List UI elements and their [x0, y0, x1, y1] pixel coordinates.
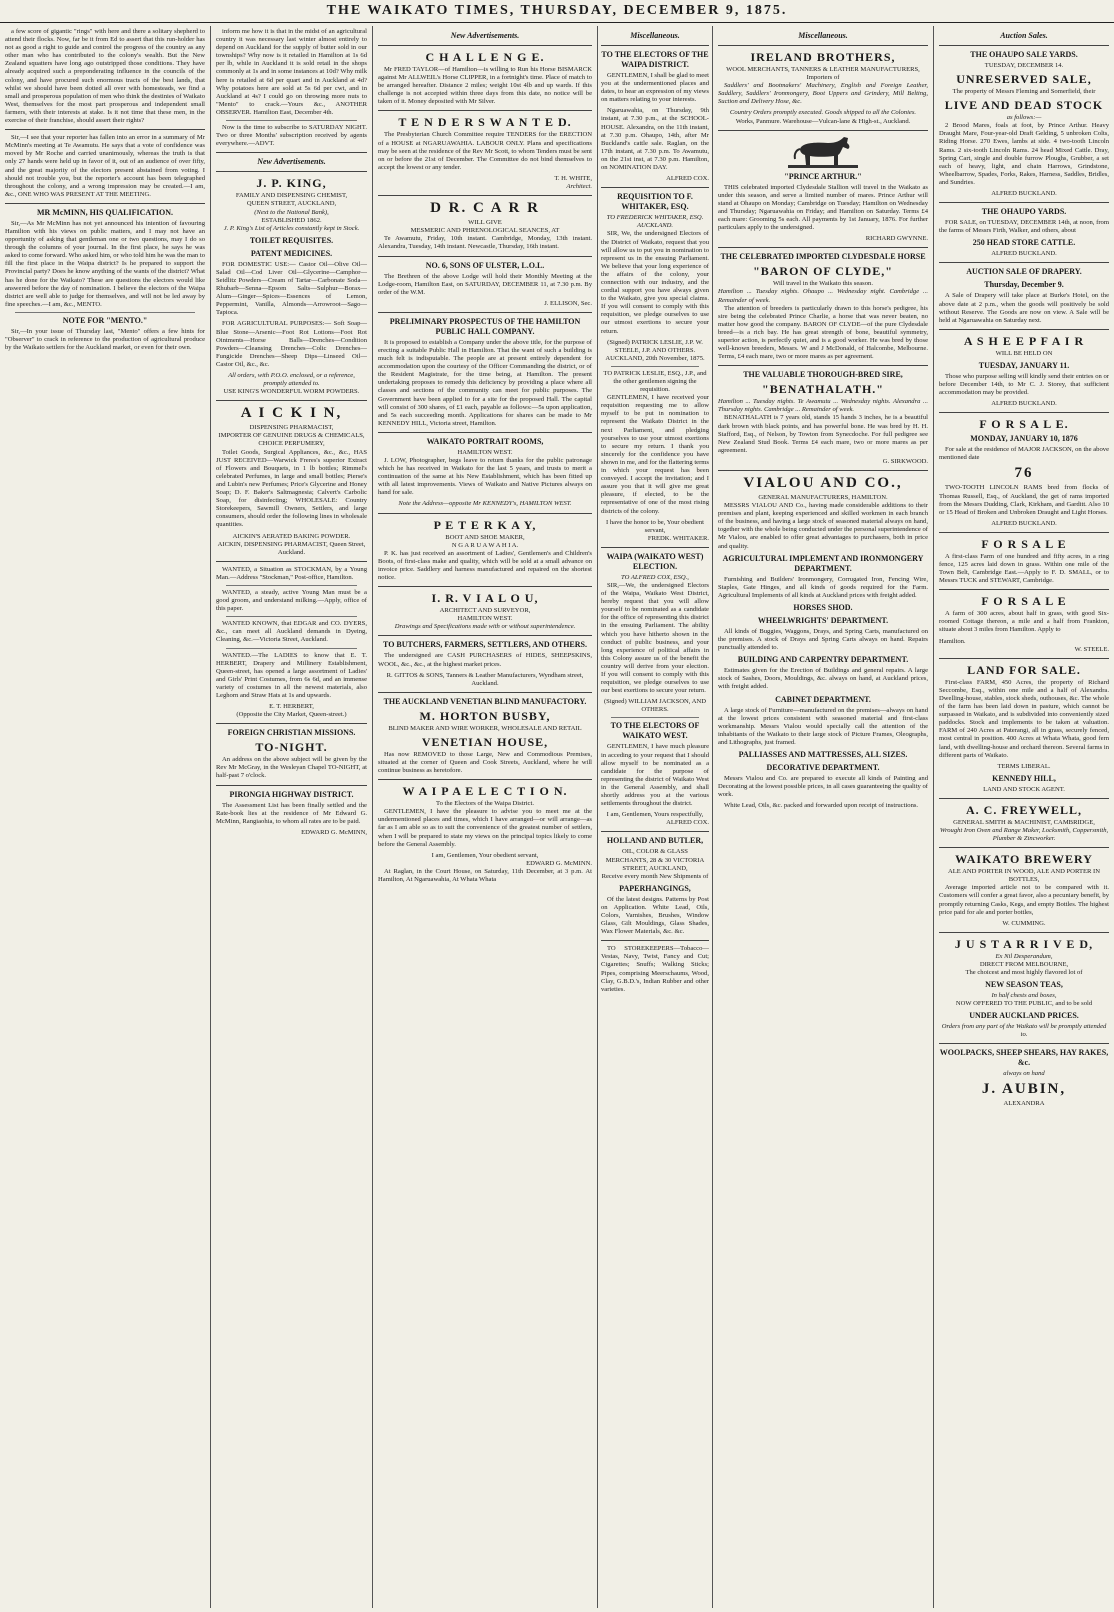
- ad-signature: R. GITTOS & SONS, Tanners & Leather Manufacturers, Wyndham street, Auckland.: [386, 671, 584, 687]
- ad-closing: I am, Gentlemen, Your obedient servant,: [431, 851, 539, 859]
- section-heading: Auction Sales.: [1000, 31, 1048, 40]
- article-text: a few score of gigantic "rings" with here and there a solitary shepherd to attend their flocks. Now, far be it from Ed to assert that this run-holder has not as good a right to guide and control the progress of the country as any other man who has contributed to the colony's wealth. But the New Zealand squatters have long ago outstripped those conditions. They have already acquired such a preponderating influence in the councils of the colony, and have procured such enormous tracts of the best lands, that whilst we should have been dotted all over with homesteads, we find a small and prosperous population of men who think the destinies of Waikato West, themselves for the most part prosperous and independent small farmers, with their interests at stake. Is it not time that these men, in the exercise of their franchise, should assert their rights?: [5, 28, 205, 125]
- ad-text: Those who purpose selling will kindly send their entries on or before December 14th, to Mr C. J. Storey, that sufficient accommodation may be provided.: [939, 372, 1109, 397]
- ad-heading: REQUISITION TO F. WHITAKER, ESQ.: [617, 192, 693, 212]
- divider: [939, 532, 1109, 533]
- ad-text: The property of Messrs Fleming and Somerfield, their: [952, 88, 1096, 96]
- ad-title: TO-NIGHT.: [255, 740, 328, 755]
- ad-title: D R. C A R R: [430, 200, 540, 217]
- ad-subtitle: LAND AND STOCK AGENT.: [983, 785, 1065, 793]
- ad-location: Hamilton.: [939, 637, 966, 645]
- classified-ad: WANTED, a steady, active Young Man must be a good groom, and understand milking.—Apply, office of this paper.: [216, 588, 367, 613]
- ad-title: I. R. V I A L O U,: [431, 591, 539, 606]
- ad-title: M. HORTON BUSBY,: [419, 708, 551, 723]
- ad-heading: WAIPA (WAIKATO WEST) ELECTION.: [606, 551, 704, 571]
- divider: [378, 779, 592, 780]
- ad-text: Saddlers' and Bootmakers' Machinery, English and Foreign Leather, Saddlery, Saddlers' Ironmongery, Boot Uppers and Grindery, Mill Belting, Suction and Delivery Hose, &c.: [718, 82, 928, 106]
- ad-heading: WAIKATO PORTRAIT ROOMS,: [426, 436, 544, 446]
- ad-text: DIRECT FROM MELBOURNE,: [979, 960, 1069, 968]
- ad-subtitle: IMPORTER OF GENUINE DRUGS & CHEMICALS, CHOICE PERFUMERY,: [218, 432, 365, 448]
- ad-title: F O R S A L E: [981, 536, 1067, 551]
- divider: [601, 45, 709, 46]
- ad-subtitle: GENERAL MANUFACTURERS, HAMILTON.: [758, 494, 888, 501]
- ad-text: An address on the above subject will be given by the Rev Mr McGray, in the Wesleyan Chapel TO-NIGHT, at half-past 7 o'clock.: [216, 756, 367, 780]
- ad-signature: ALFRED BUCKLAND.: [991, 519, 1057, 527]
- divider: [939, 329, 1109, 330]
- ad-heading: HORSES SHOD.: [793, 602, 853, 612]
- ad-title: LIVE AND DEAD STOCK: [944, 98, 1104, 113]
- ad-title: LAND FOR SALE.: [967, 662, 1081, 677]
- column-6: [933, 26, 1114, 1608]
- ad-heading: PALLIASSES AND MATTRESSES, ALL SIZES.: [738, 749, 908, 759]
- ad-text: A Sale of Drapery will take place at Burke's Hotel, on the above date at 2 p.m., when the goods will positively be sold without Reserve. The Goods are now on view. A Sale will be held at Ngaruawahia on Saturday next.: [939, 292, 1109, 324]
- ad-text: Of the latest designs. Patterns by Post on Application. White Lead, Oils, Colors, Varnishes, Brushes, Window Glass, Gilt Mouldings, Glass Shades, Wax Flower Materials, &c. &c.: [601, 895, 709, 936]
- ad-signature: J. ELLISON, Sec.: [544, 299, 592, 307]
- ad-title: C H A L L E N G E.: [425, 50, 545, 64]
- ad-text: Estimates given for the Erection of Buildings and general repairs. A large stock of Sashes, Doors, Mouldings, &c. always on hand, at Auckland prices, with freight added.: [718, 667, 928, 691]
- ad-signature: EDWARD G. McMINN.: [526, 859, 592, 867]
- ad-text: Wrought Iron Oven and Range Maker, Locksmith, Coppersmith, Plumber & Zincworker.: [939, 826, 1109, 843]
- section-heading: Miscellaneous.: [798, 31, 848, 40]
- ad-heading: BUILDING AND CARPENTRY DEPARTMENT.: [737, 655, 909, 665]
- ad-title: T E N D E R S W A N T E D.: [398, 115, 572, 130]
- divider: [378, 513, 592, 514]
- ad-date: TUESDAY, JANUARY 11.: [978, 360, 1070, 370]
- ad-signature: RICHARD GWYNNE.: [865, 235, 928, 243]
- ad-subtitle: N G A R U A W A H I A.: [451, 541, 519, 549]
- ad-signature: KENNEDY HILL,: [992, 773, 1056, 783]
- divider: [378, 110, 592, 111]
- ad-heading: 250 HEAD STORE CATTLE.: [972, 238, 1076, 248]
- ad-subtitle: ALE AND PORTER IN WOOD, ALE AND PORTER IN BOTTLES,: [947, 868, 1101, 884]
- ad-schedule: Hamilton ... Tuesday nights. Te Awamutu ... Wednesday nights. Alexandra ... Thursday nights. Cambridge ... Remainder of week.: [718, 398, 928, 414]
- ad-heading: FOREIGN CHRISTIAN MISSIONS.: [227, 728, 356, 738]
- ad-subtitle: TO ALFRED COX, ESQ.,: [621, 573, 689, 581]
- ad-title: A S H E E P F A I R: [963, 333, 1085, 348]
- ad-subtitle: WOOL MERCHANTS, TANNERS & LEATHER MANUFACTURERS, Importers of: [726, 66, 920, 82]
- divider: [216, 723, 367, 724]
- ad-address: (Next to the National Bank),: [254, 208, 329, 216]
- ad-text: WILL BE HELD ON: [995, 349, 1053, 357]
- ad-text: 2 Brood Mares, foals at foot, by Prince Arthur. Heavy Draught Mare, Four-year-old Draft Gelding, 5 unbroken Colts, Riding Horse. 270 Ewes, lambs at side. 4 two-tooth Lincoln Rams. 2 six-tooth Lincoln Rams. 24 head Mixed Cattle. Dray, Spring Cart, single and double furrow Ploughs, Grubber, a set each of heavy, light, and chain Harrows, Grindstone, Wheelbarrow, Spades, Forks, Rakes, Harness, Saddles, Bridles, and Sundries.: [939, 122, 1109, 186]
- ad-title: "BENATHALATH.": [762, 382, 884, 397]
- divider: [378, 45, 592, 46]
- letter-text: Sir,—As Mr McMinn has not yet announced his intention of favouring Hamilton with his views on public matters, and I may not have an opportunity of asking that gentleman one or two questions, may I do so through the columns of your journal. In the first place, he says he was asked to come forward. Who asked him, or who told him he was the man to fill the first place in the Waipa district? Is he prepared to support the Provincial party? Does he know anything of the wants of the district? What has he done for the Waikato? These are questions the electors would like answered before the day of nomination. I believe the electors of the Waipa district are well able to judge for themselves, and will not be led away by fine speeches.—I am, &c., MENTO.: [5, 219, 205, 308]
- ad-address: (Opposite the City Market, Queen-street.): [236, 711, 347, 719]
- ad-text: For sale at the residence of MAJOR JACKSON, on the above mentioned date: [939, 446, 1109, 462]
- ad-subtitle: GENERAL SMITH & MACHINIST, CAMBRIDGE,: [953, 818, 1095, 826]
- ad-closing: I am, Gentlemen, Yours respectfully,: [606, 811, 704, 819]
- ad-heading: THE OHAUPO YARDS.: [981, 207, 1067, 217]
- ad-title: IRELAND BROTHERS,: [750, 50, 896, 64]
- ad-text: THIS celebrated imported Clydesdale Stallion will travel in the Waikato as under this season, and serve a limited number of mares. Prince Arthur will stand at Ohaupo on Monday; Cambridge on Tuesday; Hamilton on Wednesday and Thursday; Ngaruawahia on Friday; and Hamilton on Saturday. Terms £4 each mare: Grooming 5s each. All payments by 1st January, 1876. For further particulars apply to the undersigned.: [718, 183, 928, 232]
- ad-text: FOR SALE, on TUESDAY, DECEMBER 14th, at noon, from the farms of Messrs Firth, Walker, and others, about: [939, 219, 1109, 235]
- ad-signature: T. H. WHITE,: [554, 174, 592, 182]
- ad-heading: DECORATIVE DEPARTMENT.: [766, 762, 880, 772]
- ad-text: SIR, We, the undersigned Electors of the District of Waikato, request that you will allow us to put you in nomination to represent us in the ensuing Parliament. We believe that your long experience of the affairs of the colony, your connection with our industry, and the cordial support you have always given to the Waikato, give you special claims. If you will consent to comply with this requisition, we pledge ourselves to use our utmost exertions to secure your return.: [601, 230, 709, 335]
- ad-established: ESTABLISHED 1862.: [261, 216, 322, 224]
- ad-text: Messrs Vialou and Co. are prepared to execute all kinds of Painting and Decorating at the lowest possible prices, in all cases guaranteeing the quality of work.: [718, 774, 928, 799]
- column-2: [210, 26, 372, 1608]
- divider: [5, 129, 205, 130]
- divider: [718, 130, 928, 131]
- ad-text: White Lead, Oils, &c. packed and forwarded upon receipt of instructions.: [724, 802, 919, 810]
- divider: [5, 203, 205, 204]
- divider: [378, 635, 592, 636]
- ad-text: J. LOW, Photographer, begs leave to return thanks for the public patronage which he has received in Waikato for the last 5 years, and trusts to merit a continuation of the same at his New Establishment, which has been fitted up with all latest improvements. Views of Waikato and Native Pictures always on hand for sale.: [378, 457, 592, 497]
- article-heading: NOTE FOR "MENTO.": [62, 315, 148, 325]
- ad-title: F O R S A L E.: [979, 417, 1069, 432]
- ad-address: QUEEN STREET, AUCKLAND,: [246, 200, 337, 208]
- ad-text: MESSRS VIALOU AND Co., having made considerable additions to their premises and plant, keeping experienced and skilled workmen in each branch of the business, and having a large stock of seasoned material always on hand, together with the whole being conducted under the personal superintendence of Mr Vialou, are enabled to offer great advantages to purchasers, both in price and quality.: [718, 502, 928, 550]
- ad-text: P. K. has just received an assortment of Ladies', Gentlemen's and Children's Boots, of first-class make and quality, which will be sold at a small advance on invoice price. Saddlery and harness manufactured and repaired on the shortest notice.: [378, 549, 592, 582]
- ad-subtitle: HAMILTON WEST.: [457, 448, 513, 456]
- ad-text: NOW OFFERED TO THE PUBLIC, and to be sold: [955, 1000, 1093, 1008]
- ad-signature: ALFRED COX.: [666, 819, 709, 827]
- ad-text: Note the Address—opposite Mr KENNEDY's, HAMILTON WEST.: [398, 500, 572, 508]
- ad-text: Has now REMOVED to those Large, New and Commodious Premises, situated at the corner of Queen and Cook Streets, Auckland, where he will continue business as heretofore.: [378, 750, 592, 775]
- column-3: [372, 26, 597, 1608]
- ad-subtitle: MESMERIC AND PHRENOLOGICAL SEANCES, AT: [410, 227, 560, 235]
- divider: [939, 1043, 1109, 1044]
- ad-title: W A I P A E L E C T I O N.: [402, 784, 568, 799]
- ad-text: TO STOREKEEPERS—Tobacco—Vestas, Navy, Twist, Fancy and Cut; Cigarettes; Snuffs; Walking Sticks; Pipes, comprising Meerschaums, Wood, Clay, G.B.D.'s, Indian Rubber and other varieties.: [601, 945, 709, 993]
- ad-subtitle: TO FREDERICK WHITAKER, ESQ. AUCKLAND.: [606, 214, 704, 230]
- divider: [226, 585, 357, 586]
- ad-text: The Assessment List has been finally settled and the Rate-book lies at the residence of Mr Edward G. McMinn, Rangiaohia, to whom all rates are to be paid.: [216, 801, 367, 825]
- notice-text: Now is the time to subscribe to SATURDAY NIGHT. Two or three Months' subscription received by agents everywhere.—ADVT.: [216, 124, 367, 148]
- ad-text: Average imported article not to be compared with it. Customers will confer a great favor, also a pecuniary benefit, by promptly returning Casks, Kegs, and empty Bottles. The highest price paid for ale and porter bottles,: [939, 884, 1109, 916]
- divider: [939, 932, 1109, 933]
- ad-date: MONDAY, JANUARY 10, 1876: [970, 434, 1078, 444]
- divider: [216, 152, 367, 153]
- divider: [939, 847, 1109, 848]
- ad-signature: FREDK. WHITAKER.: [647, 534, 709, 542]
- ad-text: SIR,—We, the undersigned Electors of the Waipa, Waikato West District, hereby request that you will allow yourself to be nominated as a candidate for the office of representing this district in the ensuing Parliament. The ability which you have hitherto shown in the conduct of public business, and your long experience of political affairs in this Colony assure us of the benefit the country will derive from your election. If you will consent to comply with this requisition, we pledge ourselves to use our best exertions to secure your return.: [601, 581, 709, 695]
- ad-text: as follows:—: [1006, 114, 1042, 122]
- ad-title: F O R S A L E: [981, 594, 1067, 609]
- divider: [378, 312, 592, 313]
- divider: [216, 561, 367, 562]
- ad-text: The choicest and most highly flavored lot of: [965, 969, 1083, 976]
- ad-subtitle: Will travel in the Waikato this season.: [773, 280, 873, 288]
- classified-ad: WANTED, a Situation as STOCKMAN, by a Young Man.—Address "Stockman," Post-office, Hamilton.: [216, 565, 367, 581]
- ad-title: VENETIAN HOUSE,: [421, 734, 549, 749]
- divider: [939, 262, 1109, 263]
- ad-title: J U S T A R R I V E D,: [954, 936, 1094, 951]
- ad-text: Receive every month New Shipments of: [601, 872, 709, 880]
- ad-text: A farm of 300 acres, about half in grass, with good Six-roomed Cottage thereon, a mile and a half from Frankton, situate about 3 miles from Hamilton. Apply to: [939, 610, 1109, 634]
- divider: [601, 831, 709, 832]
- ad-signature: E. T. HERBERT,: [269, 703, 314, 711]
- ad-text: GENTLEMEN, I shall be glad to meet you at the undermentioned places and dates, to hear an expression of my views on matters relating to your interests.: [601, 72, 709, 104]
- section-heading: New Advertisements.: [450, 31, 520, 40]
- columns: [0, 26, 1114, 1608]
- divider: [601, 940, 709, 941]
- ad-text: Te Awamutu, Friday, 10th instant. Cambridge, Monday, 13th instant. Alexandra, Tuesday, 14th instant. Newcastle, Thursday, 16th instant.: [378, 235, 592, 251]
- ad-text: Ex Nil Desperandum,: [995, 952, 1053, 960]
- ad-number: 76: [1014, 465, 1034, 482]
- article-heading: MR McMINN, HIS QUALIFICATION.: [36, 207, 174, 217]
- ad-signature: G. SIRKWOOD.: [882, 457, 928, 465]
- divider: [939, 589, 1109, 590]
- divider: [378, 432, 592, 433]
- ad-text: Country Orders promptly executed. Goods shipped to all the Colonies.: [729, 109, 917, 117]
- ad-heading: THE OHAUPO SALE YARDS.: [970, 50, 1078, 59]
- ad-subtitle: DISPENSING PHARMACIST,: [249, 424, 334, 432]
- ad-date: TUESDAY, DECEMBER 14.: [984, 62, 1064, 69]
- letter-text: Sir,—I see that your reporter has fallen into an error in a summary of Mr McMinn's meeting at Te Awamutu. He says that a vote of confidence was moved by Mr Roche and carried unanimously, whereas the truth is that only 27 hands were held up in favor of it, out of an audience of over fifty, and the great majority of the electors present abstained from voting. I should not trouble you, but the reporter's account has been telegraphed throughout the colony, and a wrong impression may be created.—I am, &c., ONE WHO WAS PRESENT AT THE MEETING.: [5, 134, 205, 198]
- ad-subtitle: To the Electors of the Waipa District.: [436, 800, 534, 808]
- divider: [378, 195, 592, 196]
- ad-heading: TO THE ELECTORS OF WAIKATO WEST.: [610, 721, 700, 741]
- ad-title: J. AUBIN,: [981, 1080, 1067, 1097]
- divider: [611, 717, 699, 718]
- divider: [226, 120, 357, 121]
- ad-title: "BARON OF CLYDE,": [753, 264, 893, 279]
- ad-subtitle: BLIND MAKER AND WIRE WORKER, WHOLESALE AND RETAIL: [388, 724, 582, 732]
- ad-text: GENTLEMEN, I have much pleasure in acceding to your request that I should allow myself to be nominated as a candidate for the purpose of representing the district of Waikato West in the General Assembly, and shall shortly address you at the various settlements throughout the district.: [601, 743, 709, 808]
- ad-text: At Raglan, in the Court House, on Saturday, 11th December, at 3 p.m. At Hamilton, At Ngaruawahia, At Whata Whata: [378, 867, 592, 883]
- ad-address: Works, Panmure. Warehouse—Vulcan-lane & High-st., Auckland.: [735, 117, 911, 125]
- ad-title: UNRESERVED SALE,: [956, 72, 1092, 87]
- ad-address: AICKIN, DISPENSING PHARMACIST, Queen Street, Auckland.: [217, 540, 366, 556]
- ad-title: A I C K I N,: [240, 405, 343, 422]
- ad-heading: TO THE ELECTORS OF THE WAIPA DISTRICT.: [601, 50, 709, 69]
- ad-text: Drawings and Specifications made with or without superintendence.: [394, 623, 576, 631]
- ad-text: The Brethren of the above Lodge will hold their Monthly Meeting at the Lodge-room, Hamilton East, on SATURDAY, DECEMBER 11, at 7.30 p.m. By order of the W.M.: [378, 272, 592, 296]
- ad-heading: AUCTION SALE OF DRAPERY.: [966, 267, 1082, 277]
- ad-text: BENATHALATH is 7 years old, stands 15 hands 3 inches, he is a beautiful dark brown with black points, and has powerful bone. He was bred by H. H. Stafford, Esq., of Nelson, by Towton from Synecdoche. For full pedigree see New Zealand Stud Book. Terms £4 each mare, two or more mares as per agreement.: [718, 414, 928, 454]
- ad-heading: PRELIMINARY PROSPECTUS OF THE HAMILTON PUBLIC HALL COMPANY.: [389, 316, 581, 336]
- divider: [939, 658, 1109, 659]
- divider: [226, 616, 357, 617]
- ad-text: always on hand: [1003, 1070, 1045, 1078]
- ad-text: TWO-TOOTH LINCOLN RAMS bred from flocks of Thomas Russell, Esq., of Auckland, the get of rams imported from the Messrs Dudding, Clark, Kirkham, and Garditt. Also 10 or 15 Head of Broken and Unbroken Draught and Light Horses.: [939, 484, 1109, 516]
- ad-subtitle: FAMILY AND DISPENSING CHEMIST,: [235, 192, 348, 200]
- ad-heading: TO BUTCHERS, FARMERS, SETTLERS, AND OTHERS.: [383, 640, 587, 650]
- ad-heading: CABINET DEPARTMENT.: [775, 694, 871, 704]
- ad-heading: AICKIN'S AERATED BAKING POWDER.: [232, 532, 351, 540]
- ad-signature: W. CUMMING.: [1002, 919, 1046, 927]
- ad-date: Thursday, December 9.: [984, 280, 1064, 290]
- column-5: [712, 26, 933, 1608]
- ad-subtitle: HAMILTON WEST.: [457, 615, 513, 623]
- divider: [378, 692, 592, 693]
- classified-ad: WANTED KNOWN, that EDGAR and CO. DYERS, &c., can meet all Auckland demands in Dyeing, Cleaning, &c.—Victoria Street, Auckland.: [216, 620, 367, 644]
- ad-text: J. P. King's List of Articles constantly kept in Stock.: [223, 224, 360, 232]
- divider: [939, 45, 1109, 46]
- divider: [611, 366, 699, 367]
- section-heading: New Advertisements.: [257, 157, 326, 167]
- divider: [718, 365, 928, 366]
- ad-heading: PIRONGIA HIGHWAY DISTRICT.: [229, 789, 354, 799]
- ad-subtitle: OIL, COLOR & GLASS MERCHANTS, 28 & 30 VICTORIA STREET, AUCKLAND,: [605, 848, 705, 872]
- column-4: [597, 26, 712, 1608]
- ad-title: P E T E R K A Y,: [433, 517, 537, 532]
- divider: [601, 187, 709, 188]
- divider: [378, 586, 592, 587]
- divider: [226, 648, 357, 649]
- ad-signature: W. STEELE.: [1074, 645, 1109, 653]
- divider: [718, 247, 928, 248]
- ad-text: A first-class Farm of one hundred and fifty acres, in a ring fence, 125 acres laid down in grass. Within one mile of the Town Belt, Cambridge East.—Apply to F. D. SMALL, or to Messrs TUCK and STEWART, Cambridge.: [939, 552, 1109, 585]
- ad-text: TERMS LIBERAL.: [997, 762, 1051, 770]
- ad-subtitle: TO PATRICK LESLIE, ESQ., J.P., and the other gentlemen signing the requisition.: [603, 369, 707, 394]
- section-heading: Miscellaneous.: [630, 31, 680, 40]
- divider: [216, 171, 367, 172]
- ad-text: All orders, with P.O.O. enclosed, or a reference, promptly attended to.: [228, 372, 355, 388]
- letter-text: Sir,—In your issue of Thursday last, "Mento" offers a few hints for "Observer" to crack in reference to the production of agricultural produce by the Waikato settlers for the Auckland market, or even for their own.: [5, 327, 205, 352]
- ad-schedule: Hamilton ... Tuesday nights. Ohaupo ... Wednesday night. Cambridge ... Remainder of week.: [718, 288, 928, 304]
- ad-text: The Presbyterian Church Committee require TENDERS for the ERECTION of a HOUSE at NGARUAWAHIA. LABOUR ONLY. Plans and specifications may be seen at the residence of the Rev Mr Scott, to whom Tenders must be sent on or before the 21st of December. The Committee do not bind themselves to accept the lowest or any tender.: [378, 131, 592, 171]
- ad-text: USE KING'S WONDERFUL WORM POWDERS.: [223, 388, 360, 396]
- classified-ad: WANTED.—The LADIES to know that E. T. HERBERT, Drapery and Millinery Establishment, Queen-street, has opened a large assortment of Ladies' and Girls' Print Costumes, from 6s 6d, and an immense variety of costumes in all the newest materials, also Leghorn and Straw Hats at 1s and upwards.: [216, 651, 367, 699]
- ad-text: Toilet Goods, Surgical Appliances, &c., &c., HAS JUST RECEIVED—Warwick Freres's superior Extract of Flowers and Bouquets, in 1 lb bottles; Rimmel's celebrated Perfumes, in large and small bottles; Pierse's and Lubin's new Perfumes; Price's Glycerine and Honey Soap; D. F. Baker's Saltmagnesia; Calvert's Carbolic Soap, for disinfecting; WHOLESALE: Country Storekeepers, Sawmill Owners, Settlers, and large consumers, should order the following lines in wholesale quantities.: [216, 448, 367, 529]
- ad-heading: PAPERHANGINGS,: [619, 883, 691, 893]
- ad-heading: THE AUCKLAND VENETIAN BLIND MANUFACTORY.: [383, 696, 587, 706]
- divider: [216, 785, 367, 786]
- divider: [939, 798, 1109, 799]
- ad-heading: THE VALUABLE THOROUGH-BRED SIRE,: [743, 370, 903, 380]
- divider: [718, 45, 928, 46]
- ad-text: Furnishing and Builders' Ironmongery, Corrugated Iron, Fencing Wire, Staples, Gate Hinges, and all kinds of goods required for the Farm. Agricultural Implements of all kinds at Auckland prices with freight added.: [718, 575, 928, 599]
- ad-heading: TOILET REQUISITES.: [249, 235, 334, 245]
- divider: [939, 412, 1109, 413]
- ad-signature: ALFRED BUCKLAND.: [991, 250, 1057, 258]
- ad-text: GENTLEMEN, I have received your requisition requesting me to allow myself to be put in nomination to represent the Waikato District in the next Parliament, and pledging yourselves to use your utmost exertions to secure my return. I thank you sincerely for the confidence you have shown in me, and for the flattering terms in which your request has been conveyed. I accept the invitation; and I assure you that it will give me great pleasure, if elected, to be the representative of one of the most rising districts of the colony.: [601, 394, 709, 515]
- divider: [378, 256, 592, 257]
- ad-heading: AGRICULTURAL IMPLEMENT AND IRONMONGERY DEPARTMENT.: [722, 553, 924, 573]
- ad-text: Mr FRED TAYLOR—of Hamilton—is willing to Run his Horse BISMARCK against Mr ALLWEIL's Horse CLIPPER, in a fortnight's time. Place of match to be arranged hereafter. Distance 2 miles; weight 10st 4lb and up wards. If this challenge is not accepted within three days from this date, no notice will be taken of it. Money deposited with Mr Silver.: [378, 66, 592, 106]
- ad-text: All kinds of Buggies, Waggons, Drays, and Spring Carts, manufactured on the premises. A stock of Drays and Spring Carts always on hand. Repairs punctually attended to.: [718, 627, 928, 652]
- ad-text: Orders from any part of the Waikato will be promptly attended to.: [941, 1023, 1107, 1039]
- ad-heading: UNDER AUCKLAND PRICES.: [969, 1011, 1079, 1021]
- ad-text: First-class FARM, 450 Acres, the property of Richard Seccombe, Esq., within one mile and a half of Alexandra. Dwelling-house, stables, stock sheds, outhouses, &c. The whole of the farm has been laid down in pasture, which cannot be surpassed in Waikato, and is subdivided into conveniently sized paddocks. Stock and implements to be taken at valuation. FARM of 240 Acres at Paterangi, all in grass, securely fenced, most central in position. 400 Acres at Whata Whata, good fern land, with dwelling-house and orchard thereon. Several farms in different parts of Waikato.: [939, 678, 1109, 759]
- ad-closing: I have the honor to be, Your obedient servant,: [606, 518, 704, 534]
- ad-signature: (Signed) PATRICK LESLIE, J.P. W. STEELE, J.P. AND OTHERS.: [607, 338, 703, 354]
- ad-signature: ALFRED BUCKLAND.: [991, 400, 1057, 408]
- ad-signature: Architect.: [566, 183, 592, 191]
- ad-title: WAIKATO BREWERY: [955, 852, 1093, 867]
- ad-title: VIALOU AND CO.,: [743, 475, 903, 491]
- ad-date: AUCKLAND, 20th November, 1875.: [605, 354, 705, 362]
- ad-text: It is proposed to establish a Company under the above title, for the purpose of erecting a suitable Public Hall in Hamilton. That the want of such a building is much felt is indisputable. The people are at present entirely dependent for accommodation upon the courtesy of the Officer Commanding the district, or of the Resident Magistrate, for the time being, at Hamilton. The present undertaking proposes to remedy this deficiency by providing a place where all classes and sections of the community can meet for public purposes. The Government have been applied to for a site for the proposed Hall. The capital will consist of 300 shares, of £1 each, payable as follows:—5s upon application, and 5s each succeeding month. Applications for shares can be made to Mr KENNEDY HILL, Victoria street, Hamilton.: [378, 338, 592, 427]
- ad-text: In half chests and boxes,: [991, 992, 1057, 1000]
- ad-heading: NO. 6, SONS OF ULSTER, L.O.L.: [425, 260, 545, 270]
- letter-text: inform me how it is that in the midst of an agricultural country it was necessary last winter almost entirely to depend on Auckland for the supply of butter sold in our townships? Why now is it retailed in Hamilton at 1s 6d per lb, while in Auckland it is sold retail in the shops commonly at 1s and in some instances at 10d? Why milk here is retailed at 6d per quart and in Auckland at 4d? Why potatoes here are sold at 5s 6d per cwt, and in Auckland at 4s? I could go on throwing more nuts to "Mento" to crack.—Yours &c., ANOTHER OBSERVER. Hamilton East, December 4th.: [216, 28, 367, 116]
- ad-text: A large stock of Furniture—manufactured on the premises—always on hand at the lowest prices consistent with seasoned material and first-class workmanship. Messrs Vialou would specially call the attention of the inhabitants of the Waikato to their large stock of Picture Frames, Oleographs, and Lithographs, just framed.: [718, 706, 928, 746]
- ad-text: Ngaruawahia, on Thursday, 9th instant, at 7.30 p.m., at the SCHOOL-HOUSE. Alexandra, on the 11th instant, at 7.30 p.m. Ohaupo, 14th, after Mr Buckland's cattle sale. Raglan, on the 17th instant, at 7.30 p.m. To Awamutu, on the 21st inst, at 7.30 p.m. Hamilton, on NOMINATION DAY.: [601, 107, 709, 172]
- ad-subtitle: BOOT AND SHOE MAKER,: [445, 533, 525, 541]
- ad-title: J. P. KING,: [256, 176, 327, 191]
- ad-text: GENTLEMEN, I have the pleasure to advise you to meet me at the undermentioned places and times, which I have arranged—or will arrange—as far as I am able so as to suit the convenience of the greatest number of settlers, when I will be prepared to state my views on the principal topics likely to come before the General Assembly.: [378, 808, 592, 848]
- masthead: THE WAIKATO TIMES, THURSDAY, DECEMBER 9, 1875.: [0, 0, 1114, 23]
- ad-text: The attention of breeders is particularly drawn to this horse's pedigree, his sire being the celebrated Prince Charlie, a horse that was never beaten, no matter how good the company. BARON OF CLYDE—of the pure Clydesdale breed—is a rich bay. He has great strength of bone, beautiful symmetry, superior action, is perfectly quiet, and is a good worker. He was bred by those well-known breeders, Messrs. W and J McDonald, of Halcombe, Melbourne. Terms, £4 each mare, two or more mares as per agreement.: [718, 304, 928, 361]
- ad-signature: ALFRED COX.: [666, 175, 709, 183]
- divider: [216, 400, 367, 401]
- ad-heading: NEW SEASON TEAS,: [985, 980, 1063, 990]
- ad-signature: EDWARD G. McMINN,: [301, 828, 367, 836]
- ad-location: ALEXANDRA: [1003, 1099, 1045, 1107]
- column-1: [0, 26, 210, 1608]
- ad-text: FOR AGRICULTURAL PURPOSES:— Soft Soap—Blue Stone—Arsenic—Foot Rot Lotions—Foot Rot Ointments—Horse Balls—Drenches—Condition Powders—Cleansing Drenches—Colic Drenches—Fungicide Drenches—Sheep Dips—Linseed Oil—Castor Oil, &c., &c.: [216, 320, 367, 368]
- divider: [939, 202, 1109, 203]
- ad-signature: ALFRED BUCKLAND.: [991, 190, 1057, 198]
- ad-heading: PATENT MEDICINES.: [250, 248, 333, 258]
- ad-title: A. C. FREYWELL,: [965, 802, 1082, 817]
- ad-subtitle: ARCHITECT AND SURVEYOR,: [439, 607, 531, 615]
- divider: [15, 312, 195, 313]
- ad-heading: THE CELEBRATED IMPORTED CLYDESDALE HORSE: [720, 252, 926, 262]
- horse-engraving-icon: [788, 135, 858, 169]
- ad-text: WILL GIVE: [468, 219, 502, 227]
- ad-title: HOLLAND AND BUTLER,: [606, 836, 704, 846]
- ad-heading: "PRINCE ARTHUR.": [784, 171, 862, 181]
- ad-heading: WHEELWRIGHTS' DEPARTMENT.: [757, 615, 889, 625]
- divider: [718, 470, 928, 471]
- ad-text: The undersigned are CASH PURCHASERS of HIDES, SHEEPSKINS, WOOL, &c., &c., at the highest market prices.: [378, 652, 592, 668]
- ad-signature: (Signed) WILLIAM JACKSON, AND OTHERS.: [603, 698, 707, 714]
- ad-text: FOR DOMESTIC USE:— Castor Oil—Olive Oil—Salad Oil—Cod Liver Oil—Glycerine—Camphor—Seidlitz Powders—Cream of Tartar—Carbonate Soda—Rhubarb—Senna—Epsom Salts—Sulphur—Borax—Alum—Ginger—Spices—Essences of Lemon, Peppermint, Vanilla, Almonds—Arrowroot—Sago—Tapioca.: [216, 260, 367, 317]
- ad-heading: WOOLPACKS, SHEEP SHEARS, HAY RAKES, &c.: [939, 1048, 1109, 1068]
- divider: [601, 547, 709, 548]
